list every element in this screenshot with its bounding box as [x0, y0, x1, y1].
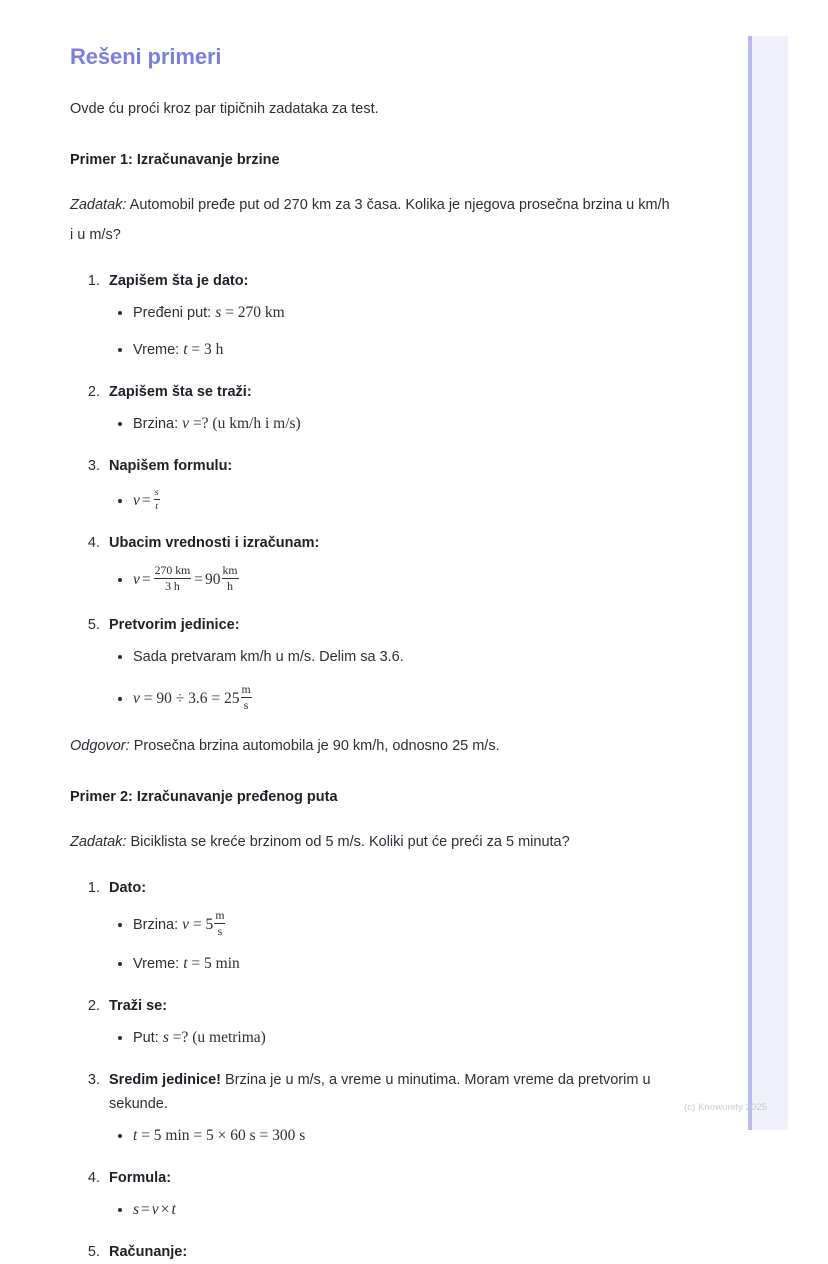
- sub-item: [133, 487, 670, 512]
- sub-label: Put:: [133, 1030, 159, 1047]
- math-rest: = 90 ÷ 3.6 = 25: [143, 689, 240, 707]
- math-var: t: [133, 1127, 138, 1145]
- step-item: [104, 269, 670, 361]
- math-var: v: [133, 571, 140, 589]
- example-1-task: [70, 171, 670, 250]
- step-heading: Sredim jedinice!: [109, 1072, 222, 1089]
- example-1-answer: [70, 712, 670, 761]
- math-expression: [133, 1127, 305, 1144]
- math-var: t: [171, 1201, 176, 1219]
- math-var: v: [182, 916, 190, 934]
- math-fraction: [240, 683, 253, 712]
- step-sublist: [109, 1027, 670, 1049]
- math-expression: [215, 304, 284, 321]
- fraction-numerator: km: [222, 564, 239, 579]
- fraction-denominator: s: [243, 698, 249, 712]
- step-heading: Napišem formulu:: [109, 458, 233, 474]
- step-heading: Dato:: [109, 879, 147, 896]
- step-sublist: [109, 1199, 670, 1221]
- math-var: v: [151, 1201, 159, 1219]
- math-expression: [133, 682, 253, 712]
- step-item: [104, 380, 670, 435]
- math-rest: = 3 h: [191, 341, 224, 358]
- sub-item: [133, 953, 670, 975]
- step-heading: Zapišem šta se traži:: [109, 384, 252, 400]
- sub-item: • Sada pretvaram km/h u m/s. Delim sa 3.6.: [133, 646, 670, 668]
- math-var: v: [133, 689, 140, 707]
- sub-item: [133, 302, 670, 324]
- sub-item: [133, 1199, 670, 1221]
- answer-text: Prosečna brzina automobila je 90 km/h, odnosno 25 m/s.: [133, 737, 500, 754]
- example-2-task: [70, 808, 670, 857]
- math-expression: [133, 1201, 176, 1218]
- example-2-steps: [70, 876, 670, 1264]
- step-item: [104, 1068, 670, 1147]
- sub-item: [133, 564, 670, 593]
- step-heading: Zapišem šta je dato:: [109, 273, 249, 289]
- fraction-numerator: m: [214, 909, 225, 924]
- step-item: [104, 1166, 670, 1221]
- step-heading: Računanje:: [109, 1244, 188, 1261]
- math-rest: =? (u metrima): [172, 1029, 266, 1047]
- math-var: s: [133, 1201, 140, 1219]
- math-rest: = 5 min = 5 × 60 s = 300 s: [141, 1127, 306, 1145]
- sub-item: [133, 1125, 670, 1147]
- fraction-denominator: 3 h: [165, 580, 180, 594]
- step-item: [104, 876, 670, 975]
- math-operator: ×: [160, 1201, 170, 1219]
- task-label: Zadatak:: [70, 833, 127, 850]
- step-item: [104, 531, 670, 593]
- step-item: [104, 994, 670, 1049]
- fraction-denominator: h: [227, 580, 233, 594]
- step-sublist: [109, 302, 670, 361]
- right-side-panel[interactable]: [748, 36, 788, 1130]
- fraction-numerator: 270 km: [154, 564, 192, 579]
- watermark: (c) Knowunity 2025: [684, 1102, 768, 1113]
- answer-label: Odgovor:: [70, 737, 130, 754]
- sub-label: Vreme:: [133, 956, 180, 973]
- task-text: Biciklista se kreće brzinom od 5 m/s. Koliki put će preći za 5 minuta?: [130, 833, 570, 850]
- step-sublist: [109, 413, 670, 435]
- intro-paragraph: Ovde ću proći kroz par tipičnih zadataka za test.: [70, 101, 379, 117]
- math-expression: [182, 908, 226, 939]
- math-expression: [183, 955, 240, 972]
- math-rest: = 5 min: [191, 955, 240, 973]
- example-2-title: Primer 2: Izračunavanje pređenog puta: [70, 788, 338, 805]
- step-heading: Traži se:: [109, 998, 168, 1015]
- math-var: s: [215, 304, 222, 321]
- math-operator: =: [194, 571, 204, 589]
- document-body: [70, 0, 670, 1264]
- math-value: 90: [205, 571, 221, 589]
- fraction-denominator: s: [217, 925, 223, 939]
- example-1-title: Primer 1: Izračunavanje brzine: [70, 152, 280, 168]
- step-sublist: [109, 909, 670, 975]
- step-sublist: [109, 564, 670, 593]
- math-rest: =? (u km/h i m/s): [192, 415, 301, 432]
- math-fraction: [153, 487, 161, 512]
- sub-item: [133, 909, 670, 938]
- math-fraction: [221, 564, 240, 593]
- math-fraction: [153, 564, 193, 593]
- step-sublist: [109, 1125, 670, 1147]
- math-var: t: [183, 955, 188, 973]
- math-operator: =: [141, 491, 151, 509]
- step-item: [104, 454, 670, 512]
- math-expression: [183, 341, 223, 358]
- fraction-denominator: t: [155, 501, 158, 513]
- math-operator: =: [141, 1201, 150, 1219]
- sub-label: Pređeni put:: [133, 305, 212, 321]
- step-sublist: [109, 487, 670, 512]
- step-sublist: [109, 646, 670, 712]
- math-fraction: [213, 909, 226, 938]
- step-heading: Formula:: [109, 1170, 172, 1187]
- step-heading: Pretvorim jedinice:: [109, 616, 240, 633]
- math-rest: = 5: [192, 916, 214, 934]
- step-heading: Ubacim vrednosti i izračunam:: [109, 535, 320, 552]
- sub-label: Brzina:: [133, 917, 179, 934]
- math-var: t: [183, 341, 188, 358]
- math-rest: = 270 km: [225, 304, 285, 321]
- sub-item: [133, 339, 670, 361]
- task-text: Automobil pređe put od 270 km za 3 časa. Kolika je njegova prosečna brzina u km/h i u m/s?: [70, 197, 670, 243]
- step-item: [104, 613, 670, 712]
- math-expression: [133, 564, 240, 594]
- page-title: Rešeni primeri: [70, 44, 222, 69]
- math-expression: [133, 487, 161, 513]
- fraction-numerator: s: [154, 487, 160, 500]
- step-item: [104, 1240, 670, 1264]
- math-expression: [163, 1029, 266, 1046]
- sub-label: Vreme:: [133, 342, 180, 358]
- sub-label: Brzina:: [133, 416, 179, 432]
- fraction-numerator: m: [241, 683, 252, 698]
- task-label: Zadatak:: [70, 197, 127, 213]
- sub-item: [133, 413, 670, 435]
- sub-item: [133, 683, 670, 712]
- sub-item: [133, 1027, 670, 1049]
- math-expression: [182, 415, 301, 432]
- math-var: s: [162, 1029, 169, 1047]
- example-1-steps: [70, 269, 670, 712]
- math-var: v: [182, 415, 190, 432]
- math-operator: =: [141, 571, 151, 589]
- math-var: v: [133, 491, 140, 509]
- step-body-text: Brzina je u m/s, a vreme u minutima. Moram vreme da pretvorim u sekunde.: [109, 1072, 651, 1113]
